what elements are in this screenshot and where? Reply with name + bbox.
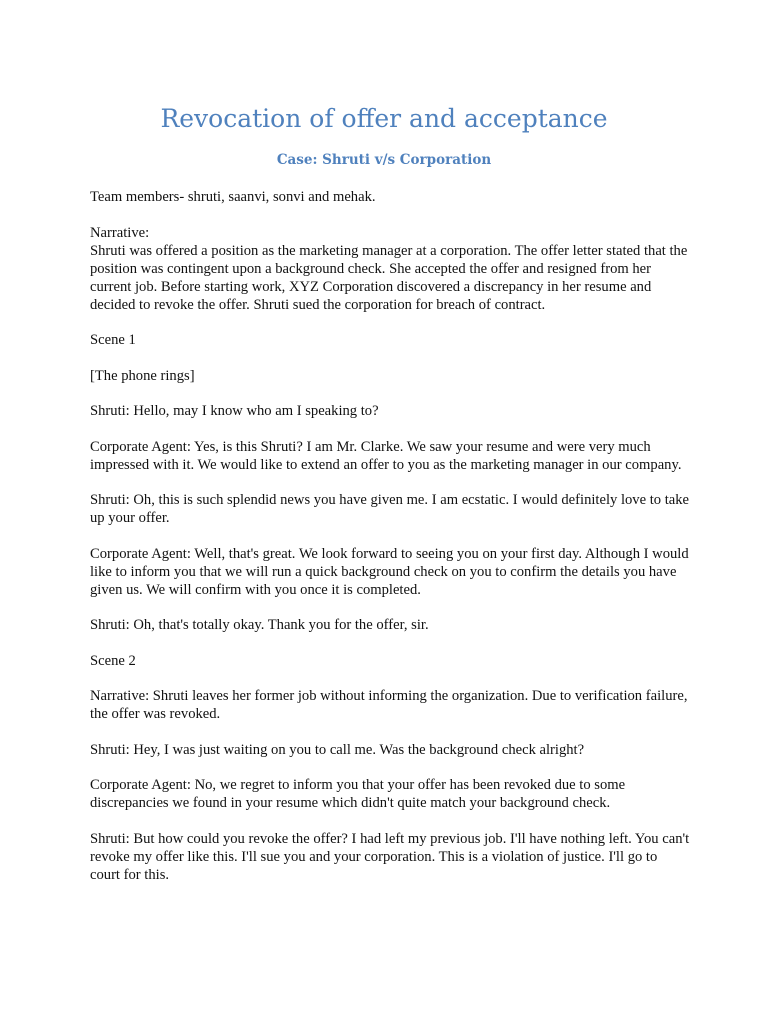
document-subtitle: Case: Shruti v/s Corporation (276, 152, 492, 168)
paragraph-dialogue: Corporate Agent: No, we regret to inform you that your offer has been revoked due to some discrepancies we found in your resume which didn't quite match your background check. (90, 777, 626, 811)
paragraph-dialogue: Shruti: Hey, I was just waiting on you to call me. Was the background check alright? (90, 741, 585, 758)
paragraph-narrative-2: Narrative: Shruti leaves her former job without informing the organization. Due to verification failure, the offer was revoked. (90, 688, 688, 722)
paragraph-narrative: Narrative: Shruti was offered a position as the marketing manager at a corporation. The offer letter stated that the position was contingent upon a background check. She accepted the offer and resigned from her current job. Before starting work, XYZ Corporation discovered a discrepancy in her resume and decided to revoke the offer. Shruti sued the corporation for breach of contract. (90, 224, 688, 313)
paragraph-dialogue: Shruti: Hello, may I know who am I speaking to? (90, 403, 379, 419)
document-title: Revocation of offer and acceptance (160, 104, 608, 133)
paragraph-scene-2: Scene 2 (90, 652, 136, 669)
paragraph-dialogue: Shruti: Oh, that's totally okay. Thank you for the offer, sir. (90, 617, 429, 633)
paragraph-scene-1: Scene 1 (90, 332, 136, 348)
paragraph-phone-rings: [The phone rings] (90, 367, 195, 384)
paragraph-team-members: Team members- shruti, saanvi, sonvi and mehak. (90, 189, 376, 205)
paragraph-dialogue: Corporate Agent: Well, that's great. We look forward to seeing you on your first day. Although I would like to inform you that we will run a quick background check on you to confirm the details you have given us. We will confirm with you once it is completed. (90, 545, 689, 598)
paragraph-dialogue: Corporate Agent: Yes, is this Shruti? I am Mr. Clarke. We saw your resume and were very much impressed with it. We would like to extend an offer to you as the marketing manager in our company. (90, 438, 682, 473)
document-body (90, 188, 690, 901)
paragraph-dialogue: Shruti: Oh, this is such splendid news you have given me. I am ecstatic. I would definitely love to take up your offer. (90, 492, 690, 526)
paragraph-dialogue: Shruti: But how could you revoke the offer? I had left my previous job. I'll have nothing left. You can't revoke my offer like this. I'll sue you and your corporation. This is a violation of justice. I'll go to court for this. (90, 830, 690, 883)
